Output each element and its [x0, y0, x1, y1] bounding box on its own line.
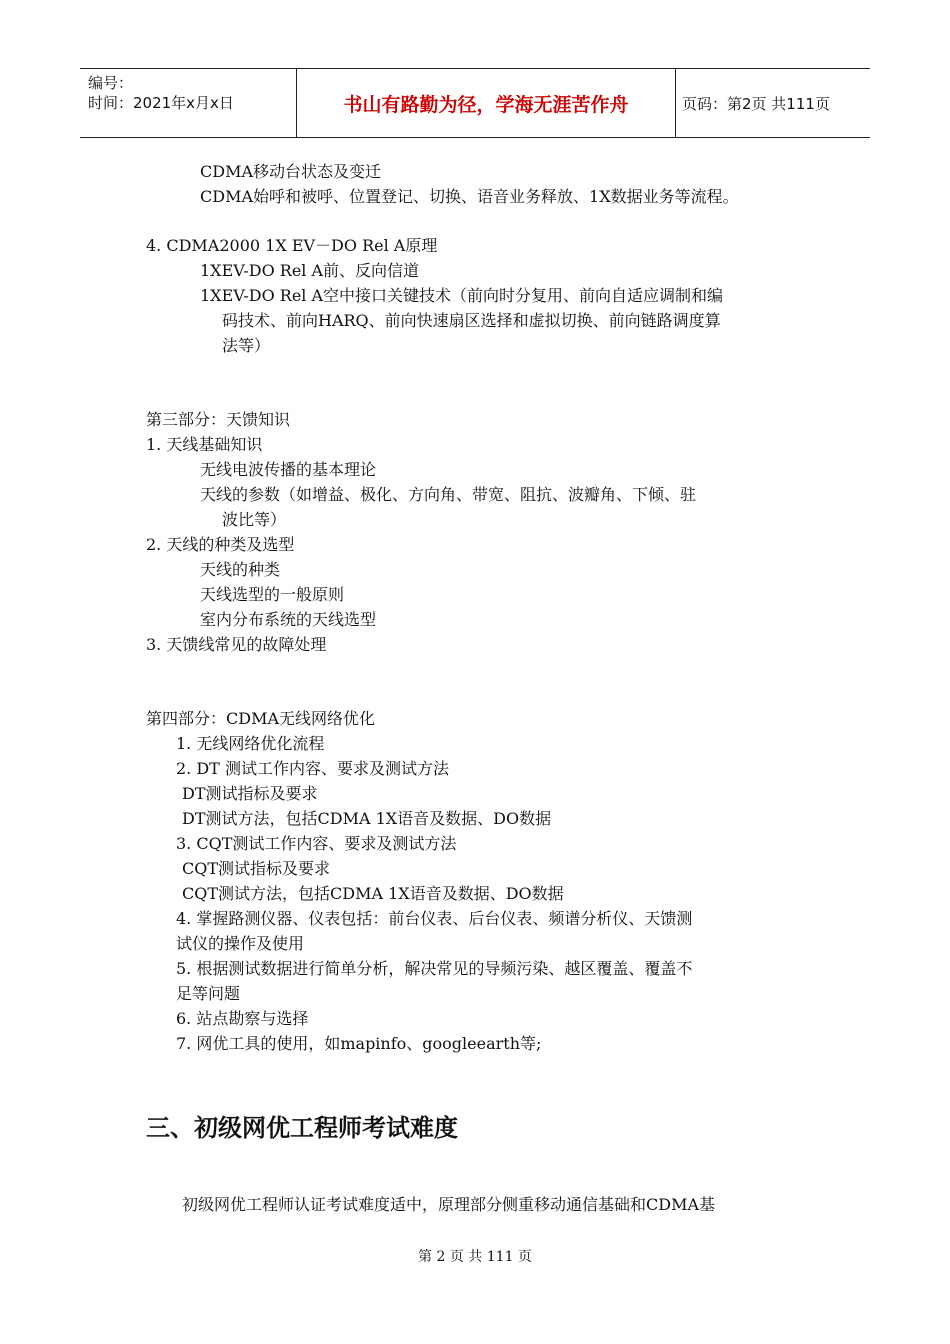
- list-item: 7. 网优工具的使用，如mapinfo、googleearth等;: [176, 1034, 542, 1053]
- text-line: 法等）: [222, 336, 271, 355]
- text-line: CDMA始呼和被呼、位置登记、切换、语音业务释放、1X数据业务等流程。: [200, 187, 739, 206]
- text-line: CDMA移动台状态及变迁: [200, 162, 382, 181]
- text-line: 波比等）: [222, 510, 287, 529]
- list-heading: 1. 天线基础知识: [146, 435, 263, 454]
- list-heading: 4. CDMA2000 1X EV－DO Rel A原理: [146, 236, 438, 255]
- header-left-cell: [80, 69, 297, 137]
- text-line: CQT测试方法，包括CDMA 1X语音及数据、DO数据: [182, 884, 564, 903]
- text-line: 足等问题: [176, 984, 241, 1003]
- text-line: 试仪的操作及使用: [176, 934, 305, 953]
- list-item: 3. CQT测试工作内容、要求及测试方法: [176, 834, 457, 853]
- text-line: DT测试方法，包括CDMA 1X语音及数据、DO数据: [182, 809, 552, 828]
- part-heading: 第四部分：CDMA无线网络优化: [146, 709, 376, 728]
- text-line: 1XEV-DO Rel A前、反向信道: [200, 261, 420, 280]
- list-item: 4. 掌握路测仪器、仪表包括：前台仪表、后台仪表、频谱分析仪、天馈测: [176, 909, 693, 928]
- header-motto: 书山有路勤为径，学海无涯苦作舟: [297, 69, 676, 137]
- text-line: 天线的参数（如增益、极化、方向角、带宽、阻抗、波瓣角、下倾、驻: [200, 485, 697, 504]
- list-item: 1. 无线网络优化流程: [176, 734, 325, 753]
- text-line: 室内分布系统的天线选型: [200, 610, 377, 629]
- part-heading: 第三部分：天馈知识: [146, 410, 291, 429]
- header-page-info: 页码：第2页 共111页: [682, 94, 830, 113]
- text-line: 码技术、前向HARQ、前向快速扇区选择和虚拟切换、前向链路调度算: [222, 311, 721, 330]
- list-heading: 3. 天馈线常见的故障处理: [146, 635, 327, 654]
- time-label: 时间：2021年x月x日: [88, 94, 234, 112]
- text-line: 无线电波传播的基本理论: [200, 460, 377, 479]
- list-heading: 2. 天线的种类及选型: [146, 535, 295, 554]
- page-header: [80, 68, 870, 138]
- paragraph: 初级网优工程师认证考试难度适中，原理部分侧重移动通信基础和CDMA基: [182, 1195, 716, 1214]
- section-title: 三、初级网优工程师考试难度: [146, 1114, 458, 1142]
- text-line: DT测试指标及要求: [182, 784, 318, 803]
- text-line: CQT测试指标及要求: [182, 859, 331, 878]
- page-footer: 第 2 页 共 111 页: [418, 1249, 532, 1265]
- number-label: 编号：: [88, 74, 134, 92]
- list-item: 2. DT 测试工作内容、要求及测试方法: [176, 759, 449, 778]
- text-line: 天线的种类: [200, 560, 281, 579]
- text-line: 1XEV-DO Rel A空中接口关键技术（前向时分复用、前向自适应调制和编: [200, 286, 724, 305]
- list-item: 5. 根据测试数据进行简单分析，解决常见的导频污染、越区覆盖、覆盖不: [176, 959, 693, 978]
- text-line: 天线选型的一般原则: [200, 585, 345, 604]
- list-item: 6. 站点勘察与选择: [176, 1009, 309, 1028]
